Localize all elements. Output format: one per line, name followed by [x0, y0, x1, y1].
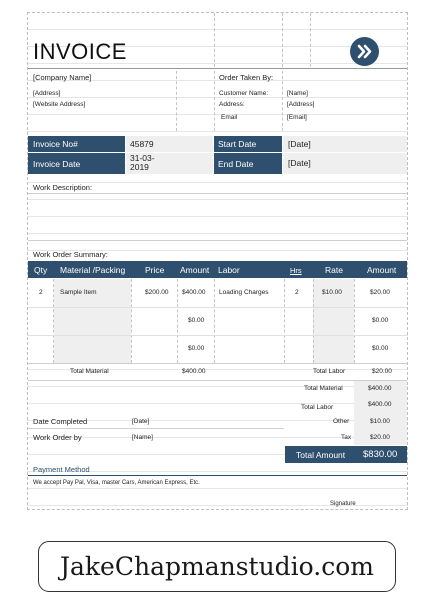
end-date-value: [Date]	[288, 158, 311, 168]
payment-method-label: Payment Method	[33, 465, 90, 474]
grid-line	[53, 279, 54, 363]
start-date-label: Start Date	[218, 139, 257, 149]
grid-line	[131, 279, 132, 363]
total-amount-label: Total Amount	[296, 450, 346, 460]
summary-other-label: Other	[333, 418, 350, 425]
watermark-text: JakeChapmanstudio.com	[59, 552, 374, 581]
grid-line	[282, 13, 283, 67]
divider	[28, 335, 407, 336]
double-chevron-right-icon[interactable]	[350, 37, 379, 66]
divider	[28, 428, 284, 429]
invoice-date-label: Invoice Date	[33, 159, 81, 169]
customer-name-value: [Name]	[287, 90, 308, 97]
grid-line	[310, 13, 311, 67]
col-rate: Rate	[325, 265, 343, 275]
grid-line	[313, 279, 314, 363]
row-2-amount-2: $0.00	[372, 317, 389, 324]
summary-tax-value: $20.00	[370, 434, 390, 441]
work-description-label: Work Description:	[33, 183, 93, 192]
grid-line	[354, 279, 355, 363]
summary-total-material-label: Total Material	[304, 385, 343, 392]
grid-line	[282, 71, 283, 131]
row-1-price: $200.00	[145, 289, 169, 296]
invoice-title: INVOICE	[33, 39, 127, 64]
grid-line	[176, 71, 177, 131]
divider	[28, 380, 407, 381]
payment-note: We accept Pay Pal, Visa, master Cars, American Express, Etc.	[33, 480, 200, 486]
col-hrs: Hrs	[290, 266, 302, 275]
invoice-no-cell	[126, 136, 213, 152]
divider	[28, 193, 407, 194]
col-qty: Qty	[34, 265, 48, 275]
start-date-label-cell	[214, 136, 282, 152]
divider	[28, 475, 407, 476]
date-completed-value: [Date]	[132, 418, 150, 425]
start-date-value: [Date]	[288, 139, 311, 149]
col-material: Material /Packing	[60, 265, 126, 275]
total-material-label: Total Material	[70, 368, 109, 375]
summary-label: Work Order Summary:	[33, 250, 108, 259]
total-amount-cell	[285, 446, 407, 463]
summary-other-value: $10.00	[370, 418, 390, 425]
invoice-no-label: Invoice No#	[33, 139, 78, 149]
end-date-label-cell	[214, 153, 282, 174]
row-1-amount: $400.00	[182, 289, 206, 296]
col-labor: Labor	[218, 265, 240, 275]
order-taken-heading: Order Taken By:	[219, 73, 274, 82]
row-3-amount-2: $0.00	[372, 345, 389, 352]
summary-total-labor-value: $400.00	[368, 401, 392, 408]
divider	[28, 68, 407, 69]
email-value: [Email]	[287, 114, 307, 121]
row-1-labor: Loading Charges	[219, 289, 269, 296]
table-body	[28, 279, 407, 363]
invoice-sheet	[27, 12, 408, 510]
row-1-hrs: 2	[295, 289, 299, 296]
total-material-value: $400.00	[182, 368, 206, 375]
grid-line	[214, 279, 215, 363]
invoice-date-value: 31-03-2019	[130, 153, 155, 172]
end-date-label: End Date	[218, 159, 254, 169]
col-amount-2: Amount	[367, 265, 397, 275]
divider	[28, 240, 407, 241]
customer-name-label: Customer Name:	[219, 90, 269, 97]
total-labor-label: Total Labor	[313, 368, 346, 375]
total-labor-value: $20.00	[372, 368, 392, 375]
divider	[28, 363, 407, 364]
grid-line	[214, 71, 215, 131]
col-price: Price	[145, 265, 165, 275]
invoice-no-label-cell	[28, 136, 125, 152]
grid-line	[177, 279, 178, 363]
invoice-date-label-cell	[28, 153, 125, 174]
table-header	[28, 261, 407, 278]
work-order-by-value: [Name]	[132, 434, 153, 441]
summary-total-labor-label: Total Labor	[301, 404, 334, 411]
row-1-qty: 2	[39, 289, 43, 296]
start-date-cell	[283, 136, 407, 152]
grid-line	[284, 279, 285, 363]
summary-tax-label: Tax	[341, 434, 352, 441]
work-order-by-label: Work Order by	[33, 433, 82, 442]
summary-total-material-value: $400.00	[368, 385, 392, 392]
row-1-rate: $10.00	[322, 289, 342, 296]
total-amount-value: $830.00	[363, 449, 398, 460]
invoice-no-value: 45879	[130, 139, 154, 149]
row-2-amount: $0.00	[188, 317, 205, 324]
date-completed-label: Date Completed	[33, 417, 88, 426]
address-label: Address:	[219, 101, 245, 108]
company-address: [Address]	[33, 90, 61, 97]
grid-line	[214, 13, 215, 67]
company-website: [Website Address]	[33, 101, 86, 108]
address-value: [Address]	[287, 101, 315, 108]
row-1-amount-2: $20.00	[370, 289, 390, 296]
invoice-date-cell	[126, 153, 213, 174]
end-date-cell	[283, 153, 407, 174]
divider	[28, 307, 407, 308]
watermark-box	[38, 541, 396, 592]
row-3-amount: $0.00	[188, 345, 205, 352]
company-name: [Company Name]	[33, 73, 92, 82]
email-label: Email	[221, 114, 238, 121]
row-1-material: Sample Item	[60, 289, 97, 296]
signature-label: Signature	[330, 501, 356, 507]
col-amount: Amount	[180, 265, 210, 275]
